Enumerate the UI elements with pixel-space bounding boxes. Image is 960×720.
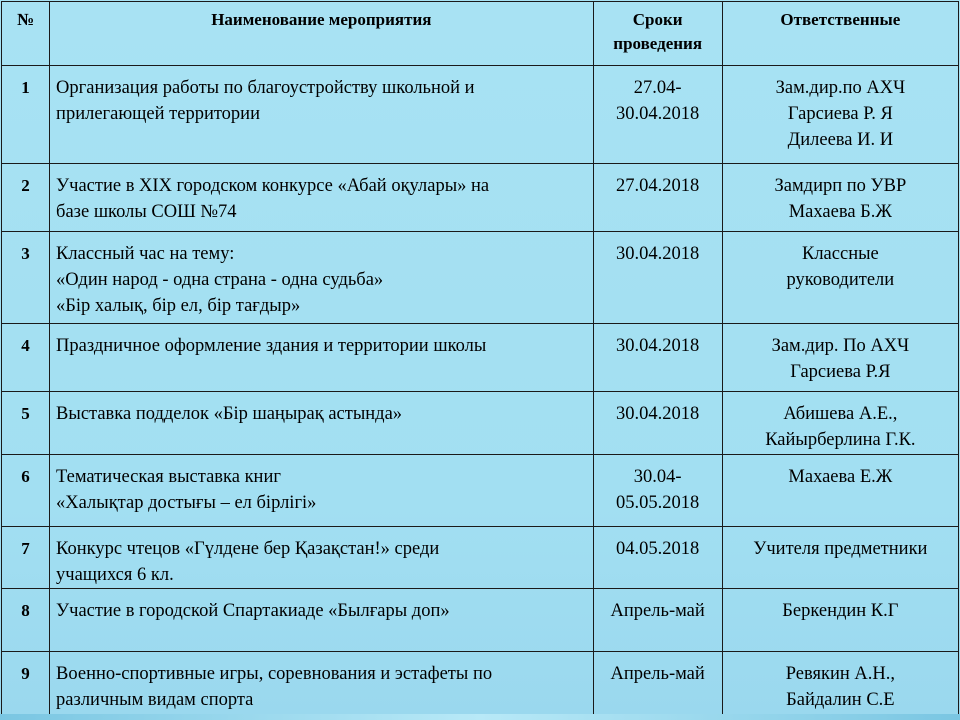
event-date-cell xyxy=(593,164,722,232)
row-number: 8 xyxy=(2,589,50,652)
header-date-line2: проведения xyxy=(613,34,703,53)
row-number: 5 xyxy=(2,392,50,455)
responsible-line: Замдирп по УВР xyxy=(774,176,907,196)
event-name-cell xyxy=(50,232,594,324)
event-name-cell xyxy=(50,66,594,164)
responsible-line: Махаева Б.Ж xyxy=(788,202,892,222)
event-date-cell xyxy=(593,652,722,720)
responsible-cell xyxy=(722,652,958,720)
event-name-line: базе школы СОШ №74 xyxy=(56,202,237,222)
row-number: 6 xyxy=(2,455,50,527)
responsible-line: Классные xyxy=(801,244,879,264)
responsible-line: Учителя предметники xyxy=(753,539,928,559)
responsible-cell xyxy=(722,232,958,324)
row-number: 1 xyxy=(2,66,50,164)
event-date-line: 30.04.2018 xyxy=(616,104,700,124)
table-row xyxy=(2,324,959,392)
responsible-line: Гарсиева Р.Я xyxy=(790,362,891,382)
event-name-line: Праздничное оформление здания и территории школы xyxy=(56,336,487,356)
event-name-line: Тематическая выставка книг xyxy=(56,467,281,487)
event-name-line: Участие в XIX городском конкурсе «Абай оқулары» на xyxy=(56,176,490,196)
event-date-line: 30.04.2018 xyxy=(616,244,700,264)
event-name-line: учащихся 6 кл. xyxy=(56,565,174,585)
event-name-cell xyxy=(50,455,594,527)
event-date-line: 30.04- xyxy=(633,467,682,487)
header-resp: Ответственные xyxy=(722,2,958,66)
event-date-cell xyxy=(593,589,722,652)
event-name-line: «Один народ - одна страна - одна судьба» xyxy=(56,270,384,290)
table-body xyxy=(2,66,959,720)
header-date-line1: Сроки xyxy=(632,10,683,29)
table-row xyxy=(2,652,959,720)
row-number: 7 xyxy=(2,527,50,589)
responsible-line: Дилеева И. И xyxy=(787,130,894,150)
table-row xyxy=(2,589,959,652)
event-name-line: Организация работы по благоустройству школьной и xyxy=(56,78,475,98)
event-name-line: прилегающей территории xyxy=(56,104,260,124)
event-date-cell xyxy=(593,527,722,589)
event-name-line: Выставка подделок «Бір шаңырақ астында» xyxy=(56,404,403,424)
event-date-line: Апрель-май xyxy=(610,664,705,684)
responsible-line: Кайырберлина Г.К. xyxy=(765,430,916,450)
event-name-line: «Халықтар достығы – ел бірлігі» xyxy=(56,493,317,513)
event-name-line: Классный час на тему: xyxy=(56,244,235,264)
table-row xyxy=(2,164,959,232)
event-name-line: «Бір халық, бір ел, бір тағдыр» xyxy=(56,296,301,316)
responsible-cell xyxy=(722,527,958,589)
table-row xyxy=(2,527,959,589)
event-name-cell xyxy=(50,392,594,455)
responsible-line: Ревякин А.Н., xyxy=(785,664,895,684)
bottom-strip xyxy=(0,714,960,720)
responsible-line: Беркендин К.Г xyxy=(782,601,899,621)
responsible-line: Зам.дир. По АХЧ xyxy=(771,336,910,356)
event-name-line: различным видам спорта xyxy=(56,690,254,710)
responsible-line: Абишева А.Е., xyxy=(783,404,898,424)
responsible-line: Гарсиева Р. Я xyxy=(787,104,893,124)
header-num: № xyxy=(2,2,50,66)
event-name-line: Военно-спортивные игры, соревнования и эстафеты по xyxy=(56,664,493,684)
row-number: 9 xyxy=(2,652,50,720)
responsible-cell xyxy=(722,392,958,455)
responsible-cell xyxy=(722,164,958,232)
event-name-line: Конкурс чтецов «Гүлдене бер Қазақстан!» среди xyxy=(56,539,440,559)
event-name-line: Участие в городской Спартакиаде «Былғары доп» xyxy=(56,601,450,621)
event-date-cell xyxy=(593,455,722,527)
event-date-cell xyxy=(593,66,722,164)
header-row xyxy=(2,2,959,66)
responsible-cell xyxy=(722,324,958,392)
responsible-cell xyxy=(722,66,958,164)
event-date-line: 30.04.2018 xyxy=(616,336,700,356)
header-date xyxy=(593,2,722,66)
event-date-line: 30.04.2018 xyxy=(616,404,700,424)
table-row xyxy=(2,66,959,164)
header-name: Наименование мероприятия xyxy=(50,2,594,66)
event-date-cell xyxy=(593,324,722,392)
event-date-line: 05.05.2018 xyxy=(616,493,700,513)
event-date-cell xyxy=(593,232,722,324)
row-number: 3 xyxy=(2,232,50,324)
event-name-cell xyxy=(50,589,594,652)
event-name-cell xyxy=(50,164,594,232)
event-name-cell xyxy=(50,652,594,720)
event-date-cell xyxy=(593,392,722,455)
events-table xyxy=(1,1,959,720)
event-date-line: Апрель-май xyxy=(610,601,705,621)
event-date-line: 27.04.2018 xyxy=(616,176,700,196)
row-number: 2 xyxy=(2,164,50,232)
event-date-line: 27.04- xyxy=(633,78,682,98)
responsible-line: Махаева Е.Ж xyxy=(788,467,893,487)
event-date-line: 04.05.2018 xyxy=(616,539,700,559)
table-row xyxy=(2,392,959,455)
responsible-cell xyxy=(722,455,958,527)
row-number: 4 xyxy=(2,324,50,392)
table-row xyxy=(2,232,959,324)
responsible-line: руководители xyxy=(786,270,895,290)
responsible-line: Байдалин С.Е xyxy=(786,690,895,710)
table-row xyxy=(2,455,959,527)
event-name-cell xyxy=(50,527,594,589)
responsible-cell xyxy=(722,589,958,652)
event-name-cell xyxy=(50,324,594,392)
responsible-line: Зам.дир.по АХЧ xyxy=(775,78,906,98)
